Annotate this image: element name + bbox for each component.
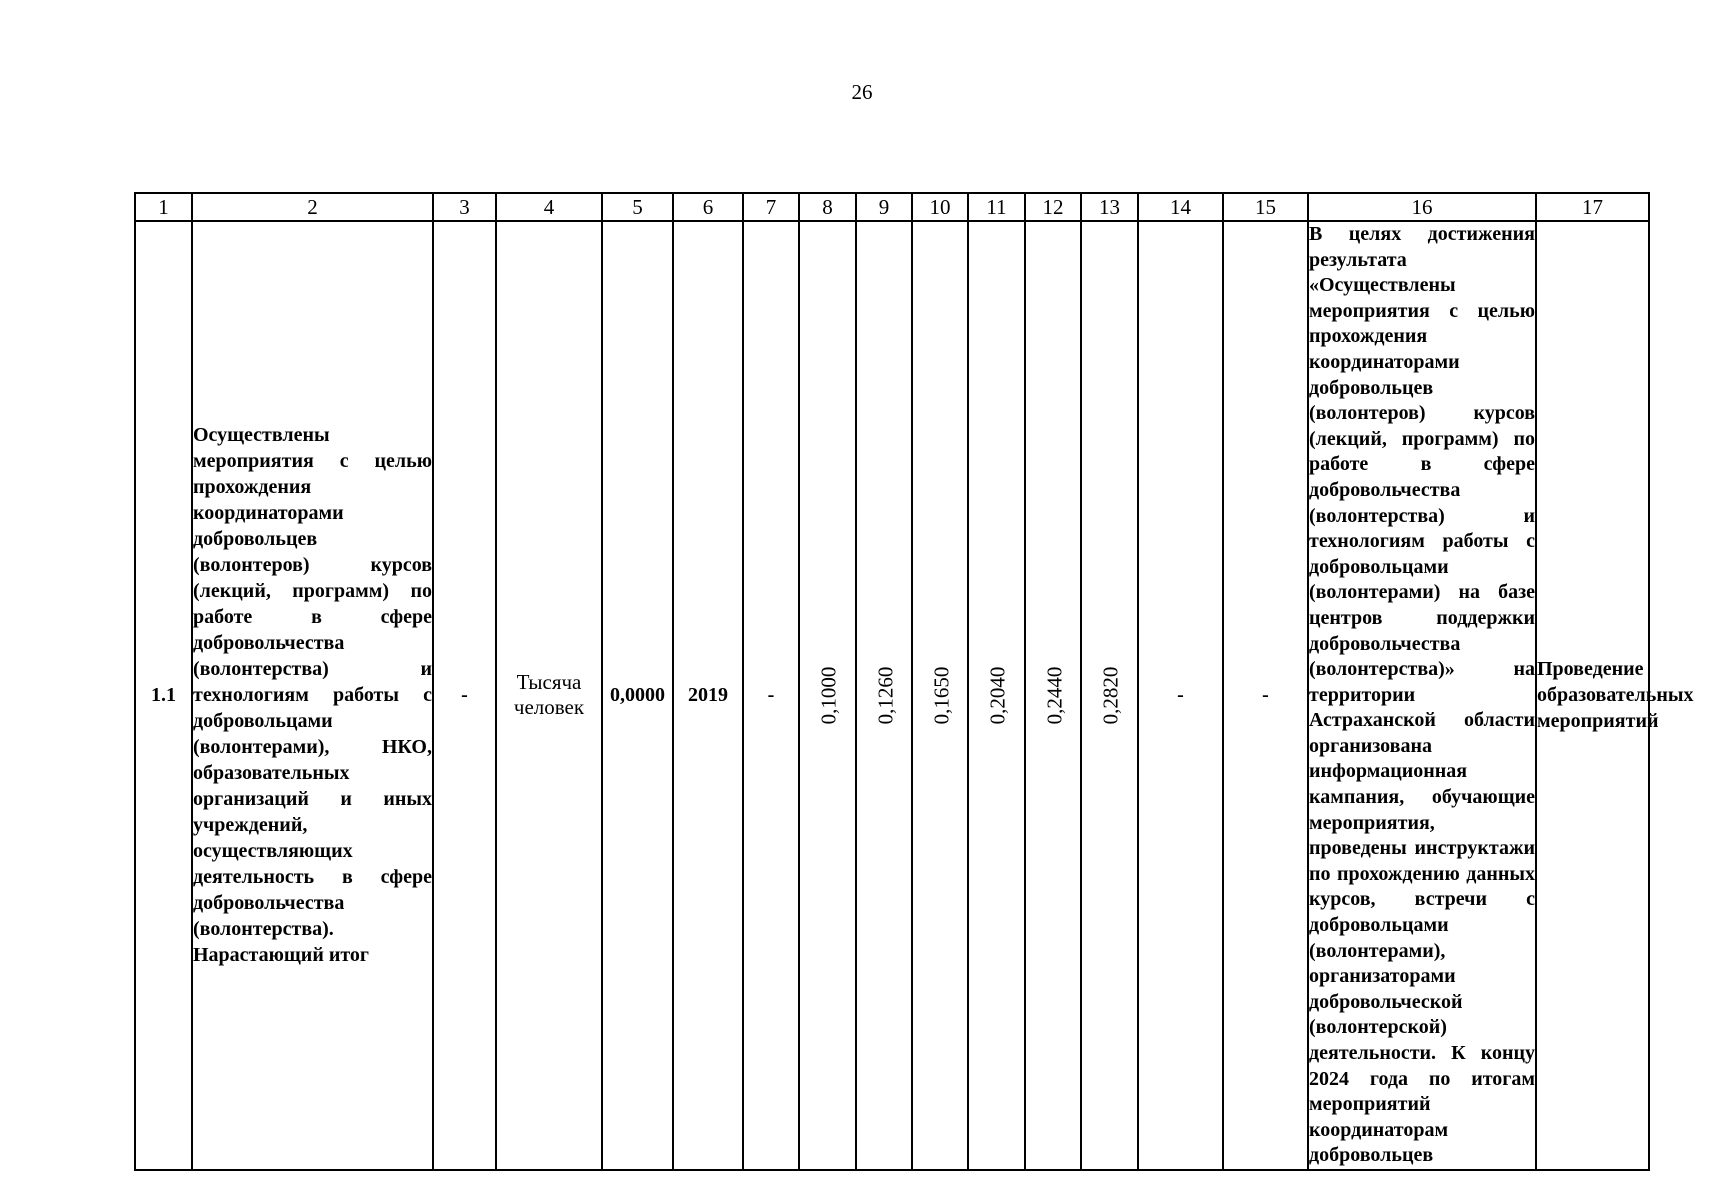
unit-text: Тысяча человек (513, 670, 585, 720)
cell-col-14: - (1138, 221, 1223, 1170)
col-header-4: 4 (496, 193, 602, 221)
page-number: 26 (851, 80, 873, 104)
value-cell-col-8 (799, 221, 856, 1170)
indicators-table (134, 192, 1694, 1171)
col-header-13: 13 (1081, 193, 1138, 221)
value-col-8: 0,1000 (816, 666, 841, 725)
col-header-11: 11 (968, 193, 1025, 221)
col-header-14: 14 (1138, 193, 1223, 221)
col-header-8: 8 (799, 193, 856, 221)
col-header-15: 15 (1223, 193, 1308, 221)
col-header-16: 16 (1308, 193, 1536, 221)
row-number: 1.1 (135, 221, 192, 1170)
value-cell-col-12 (1025, 221, 1081, 1170)
result-name-cell: Осуществлены мероприятия с целью прохождения координаторами добровольцев (волонтеров) курсов (лекций, программ) по работе в сфере добровольчества (волонтерства) и технологиям работы с добровольцами (волонтерами), НКО, образовательных организаций и иных учреждений, осуществляющих деятельность в сфере добровольчества (волонтерства). Нарастающий итог (192, 221, 433, 1170)
col-header-17: 17 (1536, 193, 1649, 221)
value-cell-col-13 (1081, 221, 1138, 1170)
value-col-11: 0,2040 (985, 666, 1010, 725)
description-cell: В целях достижения результата «Осуществлены мероприятия с целью прохождения координаторами добровольцев (волонтеров) курсов (лекций, программ) по работе в сфере добровольчества (волонтерства) и технологиям работы с добровольцами (волонтерами) на базе центров поддержки добровольчества (волонтерства)» на территории Астраханской области организована информационная кампания, обучающие мероприятия, проведены инструктажи по прохождению данных курсов, встречи с добровольцами (волонтерами), организаторами добровольческой (волонтерской) деятельности. К концу 2024 года по итогам мероприятий координаторам добровольцев (1308, 221, 1536, 1170)
col-header-7: 7 (743, 193, 799, 221)
value-col-9: 0,1260 (873, 666, 898, 725)
col-header-1: 1 (135, 193, 192, 221)
value-cell-col-9 (856, 221, 912, 1170)
activity-cell: Проведение образовательных мероприятий (1536, 221, 1649, 1170)
base-year-cell: 2019 (673, 221, 743, 1170)
unit-cell (496, 221, 602, 1170)
value-col-13: 0,2820 (1098, 666, 1123, 725)
col-header-10: 10 (912, 193, 968, 221)
value-col-12: 0,2440 (1042, 666, 1067, 725)
col-header-12: 12 (1025, 193, 1081, 221)
value-cell-col-11 (968, 221, 1025, 1170)
col-header-6: 6 (673, 193, 743, 221)
column-number-row (135, 193, 1649, 221)
cell-col-3: - (433, 221, 496, 1170)
cell-col-7: - (743, 221, 799, 1170)
col-header-3: 3 (433, 193, 496, 221)
value-col-10: 0,1650 (929, 666, 954, 725)
value-cell-col-10 (912, 221, 968, 1170)
table-row (135, 221, 1649, 1170)
col-header-9: 9 (856, 193, 912, 221)
base-value-cell: 0,0000 (602, 221, 673, 1170)
col-header-5: 5 (602, 193, 673, 221)
col-header-2: 2 (192, 193, 433, 221)
cell-col-15: - (1223, 221, 1308, 1170)
